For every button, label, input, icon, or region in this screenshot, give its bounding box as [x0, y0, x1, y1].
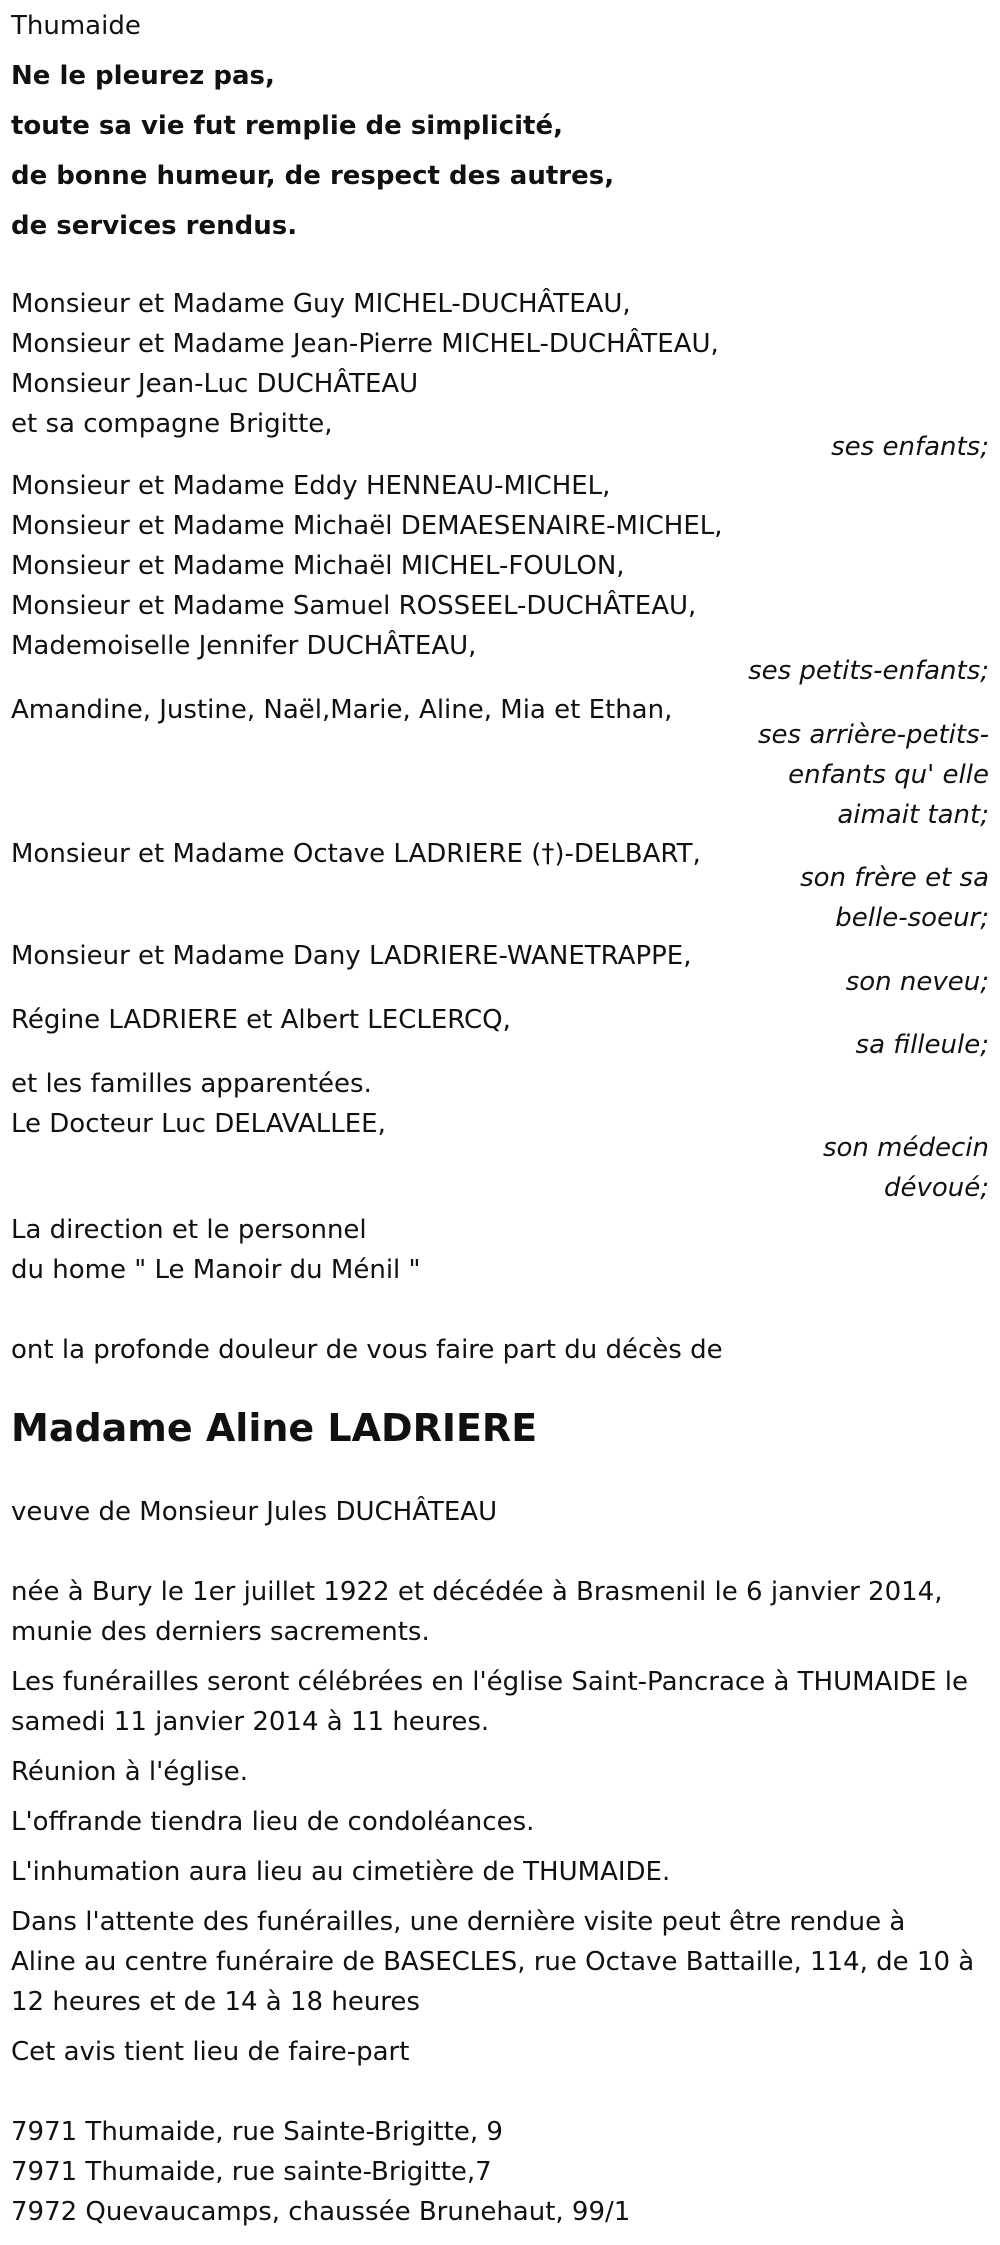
address-line: 7971 Thumaide, rue Sainte-Brigitte, 9 — [11, 2117, 503, 2147]
family-member: Monsieur et Madame Guy MICHEL-DUCHÂTEAU, — [11, 289, 631, 319]
family-related: et les familles apparentées. — [11, 1069, 372, 1099]
widow-of: veuve de Monsieur Jules DUCHÂTEAU — [11, 1497, 498, 1527]
relation-label: son frère et sa — [800, 863, 989, 893]
place-name: Thumaide — [11, 11, 141, 41]
family-member: Monsieur et Madame Octave LADRIERE (†)-DELBART, — [11, 839, 701, 869]
relation-label: sa filleule; — [855, 1030, 989, 1060]
family-member: Mademoiselle Jennifer DUCHÂTEAU, — [11, 631, 477, 661]
relation-label: ses arrière-petits- — [758, 720, 989, 750]
relation-label: son neveu; — [845, 967, 989, 997]
family-member: et sa compagne Brigitte, — [11, 409, 333, 439]
family-member: Monsieur et Madame Samuel ROSSEEL-DUCHÂTEAU, — [11, 591, 697, 621]
quote-line: de services rendus. — [11, 211, 298, 241]
quote-line: toute sa vie fut remplie de simplicité, — [11, 111, 563, 141]
meeting-info: Réunion à l'église. — [11, 1757, 249, 1787]
address-line: 7972 Quevaucamps, chaussée Brunehaut, 99/1 — [11, 2197, 631, 2227]
announcement-intro: ont la profonde douleur de vous faire part du décès de — [11, 1335, 723, 1365]
relation-label: ses petits-enfants; — [748, 656, 989, 686]
family-member: Monsieur Jean-Luc DUCHÂTEAU — [11, 369, 419, 399]
birth-death: née à Bury le 1er juillet 1922 et décédée à Brasmenil le 6 janvier 2014, — [11, 1577, 943, 1607]
relation-label: son médecin — [822, 1133, 989, 1163]
family-member: Amandine, Justine, Naël,Marie, Aline, Mia et Ethan, — [11, 695, 673, 725]
address-line: 7971 Thumaide, rue sainte-Brigitte,7 — [11, 2157, 492, 2187]
deceased-name: Madame Aline LADRIERE — [11, 1406, 538, 1450]
burial-info: L'inhumation aura lieu au cimetière de THUMAIDE. — [11, 1857, 671, 1887]
relation-label: ses enfants; — [831, 432, 989, 462]
funeral-info: samedi 11 janvier 2014 à 11 heures. — [11, 1707, 490, 1737]
relation-label: aimait tant; — [837, 800, 989, 830]
relation-label: dévoué; — [883, 1173, 989, 1203]
relation-label: belle-soeur; — [835, 903, 989, 933]
visit-info: 12 heures et de 14 à 18 heures — [11, 1987, 420, 2017]
care-home: du home " Le Manoir du Ménil " — [11, 1255, 421, 1285]
birth-death: munie des derniers sacrements. — [11, 1617, 430, 1647]
notice-info: Cet avis tient lieu de faire-part — [11, 2037, 410, 2067]
family-member: Monsieur et Madame Eddy HENNEAU-MICHEL, — [11, 471, 611, 501]
doctor: Le Docteur Luc DELAVALLEE, — [11, 1109, 386, 1139]
family-member: Monsieur et Madame Michaël DEMAESENAIRE-MICHEL, — [11, 511, 723, 541]
visit-info: Dans l'attente des funérailles, une dernière visite peut être rendue à — [11, 1907, 906, 1937]
quote-line: Ne le pleurez pas, — [11, 61, 275, 91]
quote-line: de bonne humeur, de respect des autres, — [11, 161, 615, 191]
family-member: Monsieur et Madame Michaël MICHEL-FOULON, — [11, 551, 625, 581]
visit-info: Aline au centre funéraire de BASECLES, rue Octave Battaille, 114, de 10 à — [11, 1947, 975, 1977]
family-member: Monsieur et Madame Dany LADRIERE-WANETRAPPE, — [11, 941, 692, 971]
funeral-info: Les funérailles seront célébrées en l'église Saint-Pancrace à THUMAIDE le — [11, 1667, 968, 1697]
family-member: Monsieur et Madame Jean-Pierre MICHEL-DUCHÂTEAU, — [11, 329, 719, 359]
care-home: La direction et le personnel — [11, 1215, 367, 1245]
offering-info: L'offrande tiendra lieu de condoléances. — [11, 1807, 535, 1837]
family-member: Régine LADRIERE et Albert LECLERCQ, — [11, 1005, 511, 1035]
relation-label: enfants qu' elle — [788, 760, 989, 790]
